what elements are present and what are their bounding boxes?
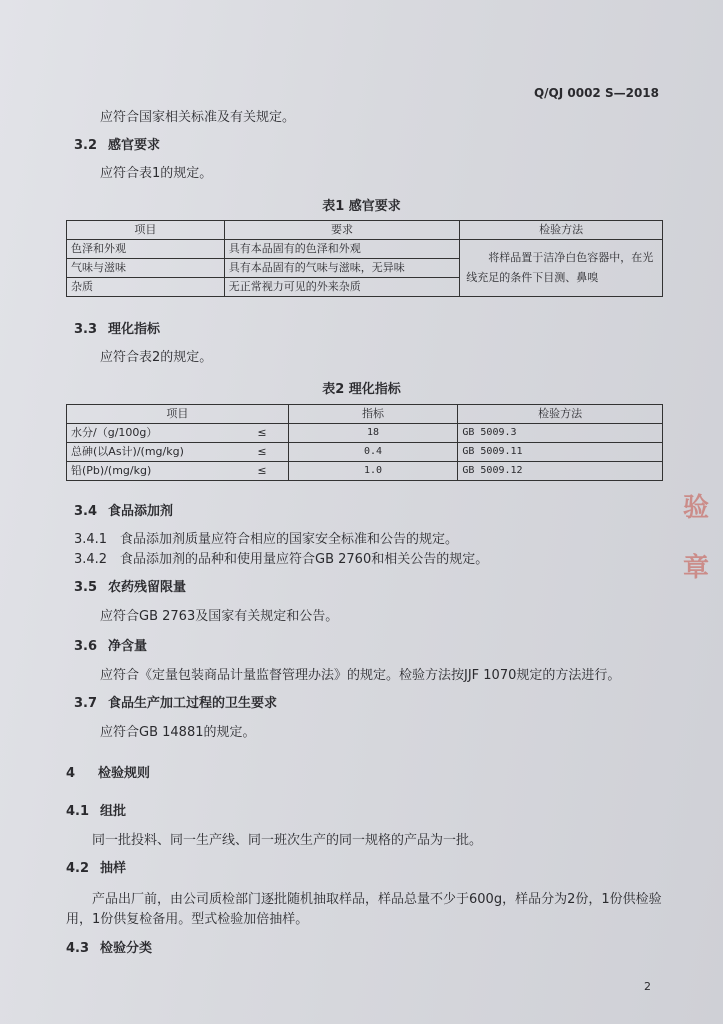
table-cell-method: GB 5009.12 <box>458 462 663 481</box>
table-cell-operator: ≤ <box>236 443 288 462</box>
table1-sensory <box>66 220 663 297</box>
clause-3-4-2 <box>74 548 488 567</box>
table2-physicochemical <box>66 404 663 481</box>
section-3-7-heading <box>74 692 277 711</box>
section-title: 组批 <box>100 804 127 819</box>
clause-number: 3.4.1 <box>74 532 108 547</box>
table-cell: 气味与滋味 <box>67 259 225 278</box>
table-cell: 铅(Pb)/(mg/kg) <box>67 462 237 481</box>
table1-method-cell: 将样品置于洁净白色容器中，在光线充足的条件下目测、鼻嗅 <box>460 240 663 297</box>
table-header-cell: 检验方法 <box>458 405 663 424</box>
section-number: 3.2 <box>74 138 98 153</box>
section-title: 检验规则 <box>98 766 151 781</box>
section-number: 3.3 <box>74 322 98 337</box>
section-number: 3.7 <box>74 696 98 711</box>
table-cell: 具有本品固有的气味与滋味，无异味 <box>224 259 460 278</box>
section-3-3-heading <box>74 318 160 337</box>
table-header-cell: 项目 <box>67 221 225 240</box>
table-header-row <box>67 405 663 424</box>
table-cell-method: GB 5009.3 <box>458 424 663 443</box>
standard-code: Q/QJ 0002 S—2018 <box>533 86 659 100</box>
section-number: 4 <box>66 766 76 781</box>
section-3-7-text: 应符合GB 14881的规定。 <box>100 725 256 740</box>
table-row <box>67 240 663 259</box>
section-3-4-heading <box>74 500 173 519</box>
section-3-2-text: 应符合表1的规定。 <box>100 166 213 181</box>
clause-text: 食品添加剂的品种和使用量应符合GB 2760和相关公告的规定。 <box>120 552 489 567</box>
clause-text: 食品添加剂质量应符合相应的国家安全标准和公告的规定。 <box>120 532 459 547</box>
table-header-cell: 项目 <box>67 405 289 424</box>
section-title: 抽样 <box>100 861 127 876</box>
table-row <box>67 462 663 481</box>
section-number: 3.6 <box>74 639 98 654</box>
red-seal-stamp: 验 章 <box>683 493 710 583</box>
clause-3-4-1 <box>74 528 458 547</box>
section-4-2-heading <box>66 857 126 876</box>
section-3-6-text: 应符合《定量包装商品计量监督管理办法》的规定。检验方法按JJF 1070规定的方法进行。 <box>100 668 621 683</box>
table-cell: 杂质 <box>67 278 225 297</box>
section-title: 检验分类 <box>100 941 153 956</box>
table-header-cell: 检验方法 <box>460 221 663 240</box>
section-title: 净含量 <box>108 639 148 654</box>
table-cell-operator: ≤ <box>236 462 288 481</box>
table-header-cell: 要求 <box>224 221 460 240</box>
table-cell-method: GB 5009.11 <box>458 443 663 462</box>
section-4-2-text-line1: 产品出厂前，由公司质检部门逐批随机抽取样品，样品总量不少于600g，样品分为2份，1份供检验 <box>92 892 662 907</box>
table-cell: 水分/（g/100g） <box>67 424 237 443</box>
table-cell: 无正常视力可见的外来杂质 <box>224 278 460 297</box>
table2-caption: 表2 理化指标 <box>322 382 401 397</box>
table-header-row <box>67 221 663 240</box>
page-number: 2 <box>644 980 651 993</box>
section-4-3-heading <box>66 937 152 956</box>
chapter-4-heading <box>66 762 150 781</box>
table-row <box>67 424 663 443</box>
section-3-6-heading <box>74 635 147 654</box>
section-title: 农药残留限量 <box>108 580 187 595</box>
table-cell: 色泽和外观 <box>67 240 225 259</box>
table-cell-value: 18 <box>288 424 458 443</box>
section-number: 4.2 <box>66 861 90 876</box>
section-4-1-text: 同一批投料、同一生产线、同一班次生产的同一规格的产品为一批。 <box>92 833 483 848</box>
table-header-cell: 指标 <box>288 405 458 424</box>
section-3-5-heading <box>74 576 186 595</box>
table-cell-value: 0.4 <box>288 443 458 462</box>
clause-number: 3.4.2 <box>74 552 108 567</box>
section-title: 理化指标 <box>108 322 161 337</box>
section-3-5-text: 应符合GB 2763及国家有关规定和公告。 <box>100 609 339 624</box>
section-3-3-text: 应符合表2的规定。 <box>100 350 213 365</box>
section-title: 感官要求 <box>108 138 161 153</box>
intro-line: 应符合国家相关标准及有关规定。 <box>100 110 296 125</box>
table-cell-operator: ≤ <box>236 424 288 443</box>
section-number: 4.1 <box>66 804 90 819</box>
table-cell-value: 1.0 <box>288 462 458 481</box>
table-cell: 总砷(以As计)/(mg/kg) <box>67 443 237 462</box>
table-row <box>67 443 663 462</box>
table1-caption: 表1 感官要求 <box>322 199 401 214</box>
section-number: 4.3 <box>66 941 90 956</box>
section-4-1-heading <box>66 800 126 819</box>
section-number: 3.5 <box>74 580 98 595</box>
section-title: 食品添加剂 <box>108 504 174 519</box>
table-cell: 具有本品固有的色泽和外观 <box>224 240 460 259</box>
section-title: 食品生产加工过程的卫生要求 <box>108 696 278 711</box>
section-3-2-heading <box>74 134 160 153</box>
section-4-2-text-line2: 用，1份供复检备用。型式检验加倍抽样。 <box>66 912 309 927</box>
section-number: 3.4 <box>74 504 98 519</box>
